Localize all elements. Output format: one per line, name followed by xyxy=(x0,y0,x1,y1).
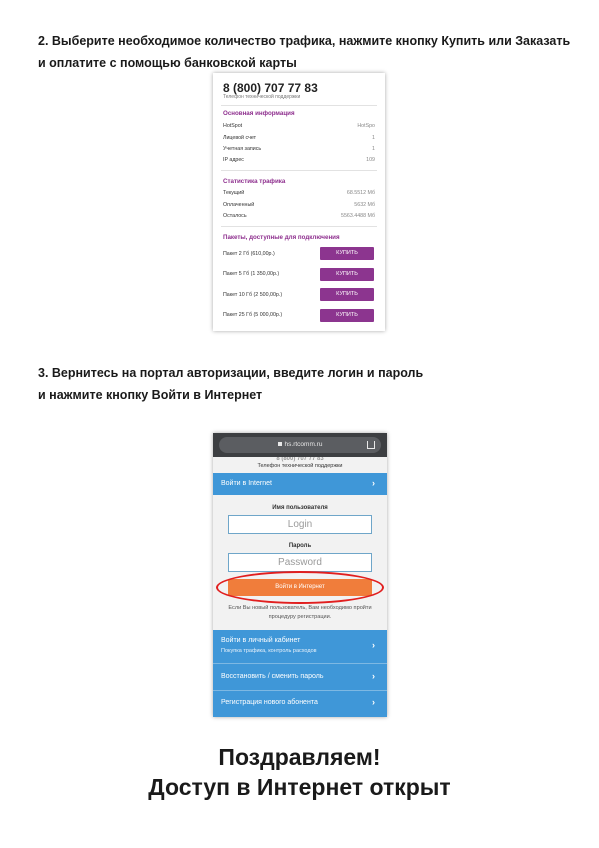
username-input[interactable]: Login xyxy=(228,515,372,534)
info-row-label: HotSpot xyxy=(223,123,243,129)
info-row-value: 1 xyxy=(372,135,375,141)
cabinet-sublabel: Покупка трафика, контроль расходов xyxy=(221,648,317,654)
support-phone-caption: Телефон технической поддержки xyxy=(223,94,301,100)
divider xyxy=(221,105,377,106)
chevron-right-icon: › xyxy=(372,478,375,488)
cabinet-label: Войти в личный кабинет xyxy=(221,637,301,644)
support-phone: 8 (800) 707 77 83 xyxy=(223,81,318,95)
buy-button[interactable]: КУПИТЬ xyxy=(320,309,374,322)
enter-internet-tab[interactable] xyxy=(213,473,387,495)
enter-internet-label: Войти в Internet xyxy=(221,480,272,487)
stats-row-value: 68.5512 Мб xyxy=(346,190,375,196)
buy-button[interactable]: КУПИТЬ xyxy=(320,288,374,301)
chevron-right-icon: › xyxy=(372,640,375,650)
stats-row xyxy=(223,190,375,196)
stats-section-title: Статистика трафика xyxy=(223,178,286,185)
stats-row-value: 5632 Мб xyxy=(354,202,375,208)
step-2-line-1: 2. Выберите необходимое количество трафика, нажмите кнопку Купить или Заказать xyxy=(38,34,571,48)
restore-label: Восстановить / сменить пароль xyxy=(221,673,324,680)
stats-row-value: 5563.4488 Мб xyxy=(341,213,375,219)
packet-label: Пакет 5 Гб (1 350,00р.) xyxy=(223,271,280,277)
info-row-label: Учетная запись xyxy=(223,146,262,152)
stats-row xyxy=(223,213,375,219)
buy-button[interactable]: КУПИТЬ xyxy=(320,268,374,281)
congrats-line-2: Доступ в Интернет открыт xyxy=(148,774,451,800)
lock-icon xyxy=(278,442,282,446)
stats-row-label: Осталось xyxy=(223,213,247,219)
browser-address-bar xyxy=(213,433,387,457)
login-portal-screenshot xyxy=(213,433,387,717)
personal-cabinet-link[interactable] xyxy=(213,630,387,663)
chevron-right-icon: › xyxy=(372,671,375,681)
step-2-line-2: и оплатите с помощью банковской карты xyxy=(38,56,297,70)
info-row-label: Лицевой счет xyxy=(223,135,257,141)
divider xyxy=(221,226,377,227)
step-2-instructions xyxy=(38,30,570,74)
url-field[interactable] xyxy=(219,437,381,453)
info-row xyxy=(223,157,375,163)
info-row xyxy=(223,123,375,129)
congratulations-heading xyxy=(0,742,599,802)
packets-section-title: Пакеты, доступные для подключения xyxy=(223,234,340,241)
buy-button[interactable]: КУПИТЬ xyxy=(320,247,374,260)
stats-row-label: Оплаченный xyxy=(223,202,255,208)
support-caption: Телефон технической поддержки xyxy=(257,463,343,469)
highlight-circle xyxy=(216,571,384,604)
register-link[interactable] xyxy=(213,691,387,717)
info-row xyxy=(223,146,375,152)
info-row-value: 109 xyxy=(366,157,375,163)
info-row-label: IP адрес xyxy=(223,157,244,163)
divider xyxy=(221,170,377,171)
page-header xyxy=(213,457,387,469)
password-label: Пароль xyxy=(288,543,312,549)
enter-internet-button[interactable]: Войти в Интернет xyxy=(228,579,372,596)
url-text: hs.rtcomm.ru xyxy=(284,441,323,448)
info-section-title: Основная информация xyxy=(223,110,295,117)
step-3-line-2: и нажмите кнопку Войти в Интернет xyxy=(38,388,263,402)
stats-row xyxy=(223,202,375,208)
packet-label: Пакет 25 Гб (5 000,00р.) xyxy=(223,312,283,318)
info-row-value: HotSpo xyxy=(357,123,375,129)
stats-row-label: Текущий xyxy=(223,190,245,196)
registration-note: Если Вы новый пользователь, Вам необходимо пройти процедуру регистрации. xyxy=(228,605,372,620)
password-input[interactable]: Password xyxy=(228,553,372,572)
info-row-value: 1 xyxy=(372,146,375,152)
register-label: Регистрация нового абонента xyxy=(221,699,318,706)
restore-password-link[interactable] xyxy=(213,664,387,690)
support-phone-partial: 8 (800) 707 77 83 xyxy=(276,457,324,462)
congrats-line-1: Поздравляем! xyxy=(218,744,381,770)
packet-label: Пакет 2 Гб (610,00р.) xyxy=(223,251,275,257)
step-3-instructions xyxy=(38,362,423,406)
step-3-line-1: 3. Вернитесь на портал авторизации, введите логин и пароль xyxy=(38,366,424,380)
share-icon[interactable] xyxy=(367,441,375,449)
account-screenshot xyxy=(213,73,385,331)
info-row xyxy=(223,135,375,141)
chevron-right-icon: › xyxy=(372,697,375,707)
packet-label: Пакет 10 Гб (2 500,00р.) xyxy=(223,292,283,298)
username-label: Имя пользователя xyxy=(272,505,328,511)
